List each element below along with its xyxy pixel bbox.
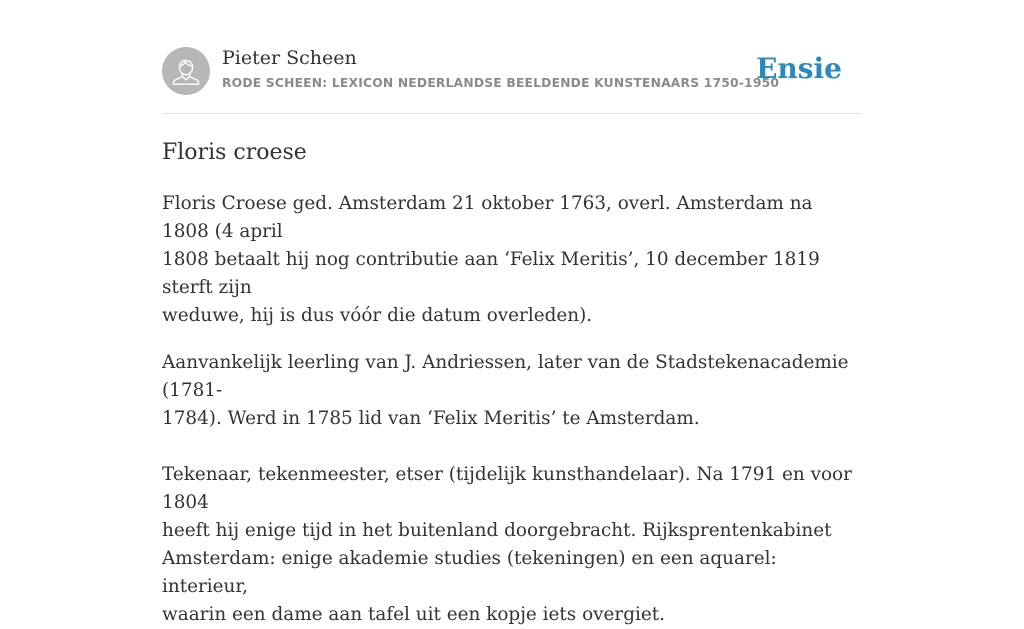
user-silhouette-icon (162, 47, 210, 95)
author-name[interactable]: Pieter Scheen (222, 47, 357, 69)
paragraph: Tekenaar, tekenmeester, etser (tijdelijk kunsthandelaar). Na 1791 en voor 1804 heeft hij enige tijd in het buitenland doorgebracht. Rijksprentenkabinet Amsterdam: enige akademie studies (tekeningen) en een aquarel: interieur, waarin een dame aan tafel uit een kopje iets overgiet. (162, 464, 852, 625)
article-title: Floris croese (162, 140, 307, 165)
paragraph: Floris Croese ged. Amsterdam 21 oktober 1763, overl. Amsterdam na 1808 (4 april 1808 betaalt hij nog contributie aan ‘Felix Meritis’, 10 december 1819 sterft zijn weduwe, hij is dus vóór die datum overleden). (162, 193, 820, 326)
paragraph: Aanvankelijk leerling van J. Andriessen, later van de Stadstekenacademie (1781- 1784). Werd in 1785 lid van ‘Felix Meritis’ te Amsterdam. (162, 352, 849, 429)
brand-logo[interactable]: Ensie (756, 52, 842, 85)
article-body (162, 190, 862, 629)
header (162, 46, 862, 96)
header-divider (162, 113, 862, 114)
avatar[interactable] (162, 47, 210, 95)
source-lexicon[interactable]: RODE SCHEEN: LEXICON NEDERLANDSE BEELDENDE KUNSTENAARS 1750-1950 (222, 76, 780, 90)
